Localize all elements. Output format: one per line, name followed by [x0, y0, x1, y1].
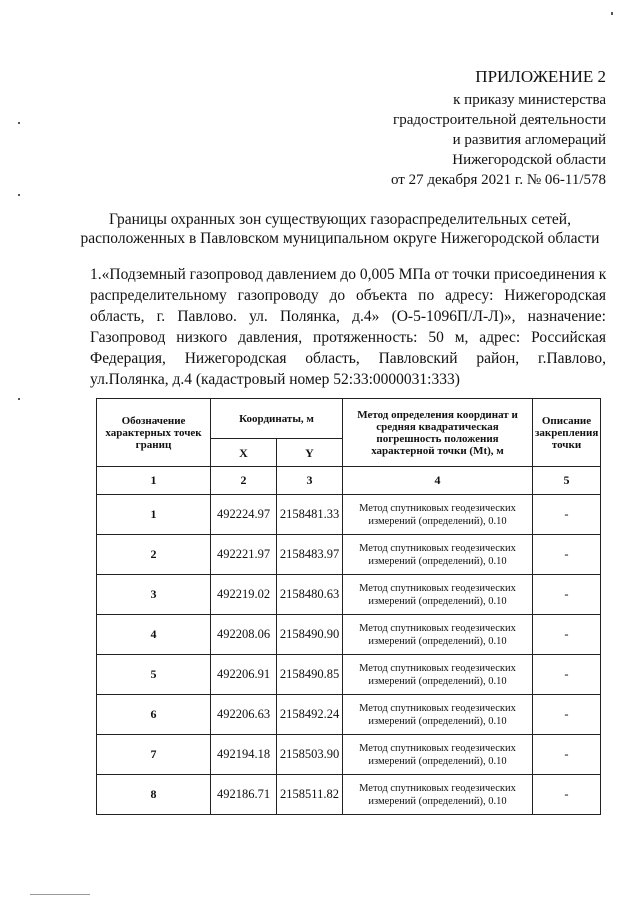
table-row — [97, 495, 601, 535]
method-cell: Метод спутниковых геодезических измерений (определений), 0.10 — [343, 735, 533, 775]
column-number: 1 — [97, 467, 211, 495]
coord-x: 492206.63 — [211, 695, 277, 735]
description-cell: - — [533, 775, 601, 815]
coord-x: 492224.97 — [211, 495, 277, 535]
document-title — [70, 210, 610, 248]
point-number: 2 — [97, 535, 211, 575]
appendix-line: Нижегородской области — [452, 152, 606, 168]
method-cell: Метод спутниковых геодезических измерений (определений), 0.10 — [343, 615, 533, 655]
point-number: 5 — [97, 655, 211, 695]
point-number: 7 — [97, 735, 211, 775]
coord-x: 492219.02 — [211, 575, 277, 615]
description-cell: - — [533, 495, 601, 535]
title-line: расположенных в Павловском муниципальном округе Нижегородской области — [80, 230, 600, 247]
point-number: 6 — [97, 695, 211, 735]
coord-y: 2158511.82 — [277, 775, 343, 815]
point-number: 1 — [97, 495, 211, 535]
coord-y: 2158490.85 — [277, 655, 343, 695]
table-row — [97, 575, 601, 615]
appendix-line: к приказу министерства — [453, 92, 606, 108]
column-number: 2 — [211, 467, 277, 495]
coord-y: 2158481.33 — [277, 495, 343, 535]
scan-mark — [18, 194, 20, 196]
description-cell: - — [533, 655, 601, 695]
point-number: 4 — [97, 615, 211, 655]
method-cell: Метод спутниковых геодезических измерений (определений), 0.10 — [343, 575, 533, 615]
title-line: Границы охранных зон существующих газораспределительных сетей, — [109, 211, 571, 228]
coord-x: 492221.97 — [211, 535, 277, 575]
coord-x: 492208.06 — [211, 615, 277, 655]
description-line: Федерация, Нижегородская область, Павловский район, г.Павлово, — [90, 350, 606, 367]
description-cell: - — [533, 535, 601, 575]
coord-x: 492206.91 — [211, 655, 277, 695]
coord-y: 2158492.24 — [277, 695, 343, 735]
coord-x: 492194.18 — [211, 735, 277, 775]
method-cell: Метод спутниковых геодезических измерений (определений), 0.10 — [343, 495, 533, 535]
header-point: Обозначение характерных точек границ — [97, 399, 211, 467]
header-x: X — [211, 439, 277, 467]
point-number: 8 — [97, 775, 211, 815]
description-cell: - — [533, 695, 601, 735]
description-line: ул.Полянка, д.4 (кадастровый номер 52:33:0000031:333) — [90, 371, 460, 388]
method-cell: Метод спутниковых геодезических измерений (определений), 0.10 — [343, 655, 533, 695]
column-number: 5 — [533, 467, 601, 495]
table-row — [97, 695, 601, 735]
coord-x: 492186.71 — [211, 775, 277, 815]
appendix-order-date: от 27 декабря 2021 г. № 06-11/578 — [390, 172, 606, 188]
column-number-row — [97, 467, 601, 495]
coord-y: 2158490.90 — [277, 615, 343, 655]
column-number: 3 — [277, 467, 343, 495]
appendix-line: и развития агломераций — [452, 132, 606, 148]
method-cell: Метод спутниковых геодезических измерений (определений), 0.10 — [343, 695, 533, 735]
scan-mark — [611, 12, 613, 15]
header-y: Y — [277, 439, 343, 467]
description-cell: - — [533, 575, 601, 615]
column-number: 4 — [343, 467, 533, 495]
coord-y: 2158503.90 — [277, 735, 343, 775]
table-row — [97, 535, 601, 575]
description-line: 1.«Подземный газопровод давлением до 0,005 МПа от точки присоединения к — [90, 266, 607, 283]
table-row — [97, 615, 601, 655]
point-number: 3 — [97, 575, 211, 615]
coord-y: 2158483.97 — [277, 535, 343, 575]
description-line: Газопровод низкого давления, протяженность: 50 м, адрес: Российская — [90, 329, 606, 346]
description-line: область, г. Павлово. ул. Полянка, д.4» (О-5-1096П/Л-Л)», назначение: — [90, 308, 606, 325]
appendix-block — [306, 66, 606, 190]
object-description — [90, 264, 606, 390]
method-cell: Метод спутниковых геодезических измерений (определений), 0.10 — [343, 535, 533, 575]
appendix-line: градостроительной деятельности — [393, 112, 606, 128]
scan-mark — [18, 122, 20, 124]
description-cell: - — [533, 615, 601, 655]
header-description: Описание закрепления точки — [533, 399, 601, 467]
coordinates-table — [96, 398, 601, 815]
scan-mark — [30, 894, 90, 895]
header-coords: Координаты, м — [211, 399, 343, 439]
scan-mark — [18, 398, 20, 400]
table-row — [97, 655, 601, 695]
table-row — [97, 775, 601, 815]
description-cell: - — [533, 735, 601, 775]
appendix-heading: ПРИЛОЖЕНИЕ 2 — [475, 67, 606, 86]
table-row — [97, 735, 601, 775]
coord-y: 2158480.63 — [277, 575, 343, 615]
method-cell: Метод спутниковых геодезических измерений (определений), 0.10 — [343, 775, 533, 815]
description-line: распределительному газопроводу до объекта по адресу: Нижегородская — [90, 287, 606, 304]
header-method: Метод определения координат и средняя квадратическая погрешность положения характерной точки (Mt), м — [343, 399, 533, 467]
